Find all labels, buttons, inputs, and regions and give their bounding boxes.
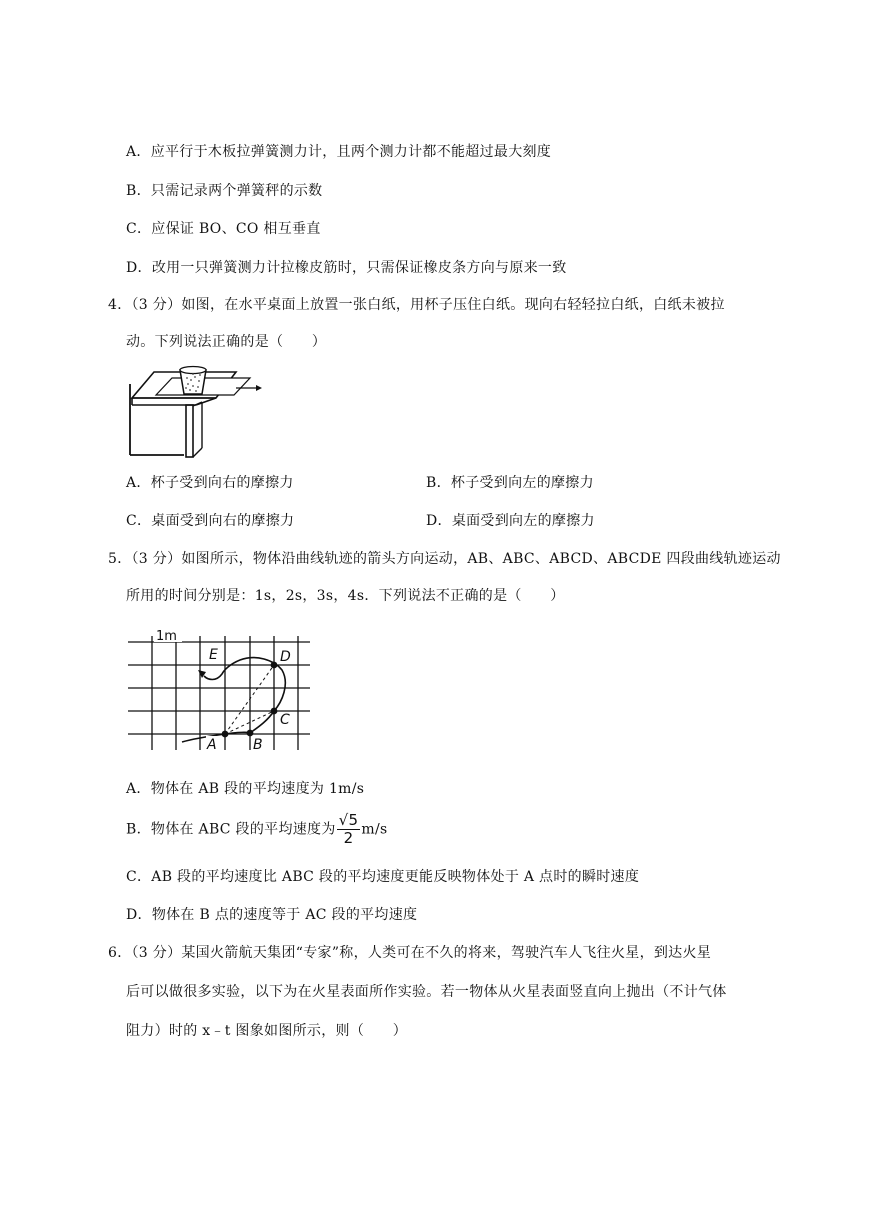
q3-option-d: D．改用一只弹簧测力计拉橡皮筋时，只需保证橡皮条方向与原来一致: [126, 260, 567, 276]
q4-option-b: B．杯子受到向左的摩擦力: [426, 475, 594, 491]
q4-option-a: A．杯子受到向右的摩擦力: [126, 475, 294, 491]
q5-stem-line-2: 所用的时间分别是：1s，2s，3s，4s．下列说法不正确的是（ ）: [126, 588, 565, 604]
point-c-label: C: [280, 712, 290, 728]
q5-option-b-prefix: B．物体在 ABC 段的平均速度为: [126, 821, 336, 838]
point-a-label: A: [207, 737, 217, 753]
fraction-denominator: 2: [343, 829, 354, 847]
trajectory-grid-figure: [126, 626, 311, 756]
q5-option-b: [126, 812, 387, 847]
q6-stem-line-3: 阻力）时的 x﹣t 图象如图所示，则（ ）: [126, 1023, 408, 1039]
cup-on-paper-figure: [124, 362, 264, 462]
q3-option-c: C．应保证 BO、CO 相互垂直: [126, 221, 321, 237]
q4-stem-line-2: 动。下列说法正确的是（ ）: [126, 334, 327, 350]
q5-option-a: A．物体在 AB 段的平均速度为 1m/s: [126, 781, 365, 797]
q3-option-a: A．应平行于木板拉弹簧测力计，且两个测力计都不能超过最大刻度: [126, 144, 552, 160]
q6-stem-line-2: 后可以做很多实验，以下为在火星表面所作实验。若一物体从火星表面竖直向上抛出（不计气体: [126, 984, 727, 1000]
q5-option-b-unit: m/s: [361, 821, 388, 838]
point-d-label: D: [280, 649, 291, 665]
q5-option-b-fraction: [337, 812, 361, 847]
scale-label: 1m: [156, 629, 177, 644]
q5-option-d: D．物体在 B 点的速度等于 AC 段的平均速度: [126, 907, 418, 923]
fraction-numerator: √5: [338, 811, 359, 829]
q6-stem-line-1: 6．（3 分）某国火箭航天集团“专家”称，人类可在不久的将来，驾驶汽车人飞往火星，到达火星: [108, 945, 712, 961]
q4-option-c: C．桌面受到向右的摩擦力: [126, 513, 295, 529]
q4-stem-line-1: 4．（3 分）如图，在水平桌面上放置一张白纸，用杯子压住白纸。现向右轻轻拉白纸，白纸未被拉: [108, 297, 725, 313]
q4-option-d: D．桌面受到向左的摩擦力: [426, 513, 595, 529]
q5-option-c: C．AB 段的平均速度比 ABC 段的平均速度更能反映物体处于 A 点时的瞬时速度: [126, 869, 640, 885]
q3-option-b: B．只需记录两个弹簧秤的示数: [126, 183, 323, 199]
q5-stem-line-1: 5．（3 分）如图所示，物体沿曲线轨迹的箭头方向运动，AB、ABC、ABCD、ABCDE 四段曲线轨迹运动: [108, 551, 781, 567]
point-e-label: E: [209, 647, 218, 663]
point-b-label: B: [253, 737, 263, 753]
